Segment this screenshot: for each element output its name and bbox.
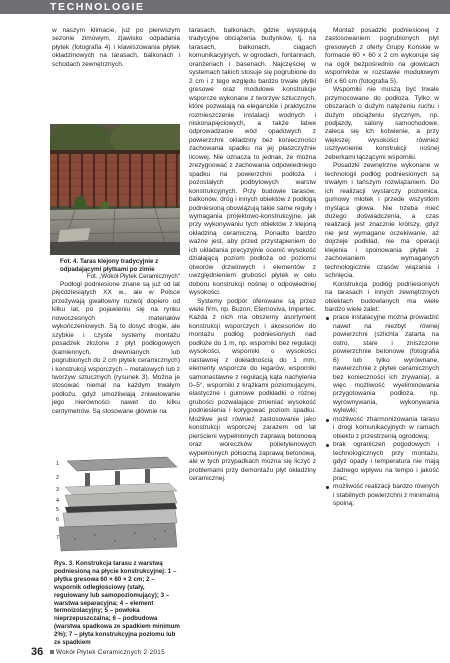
layer-number: 1 [56,461,60,467]
list-item: prace instalacyjne można prowadzić nawet na niezbyt równej powierzchni (szlichta zatarta na ostro, stare i zniszczone powierzchnie betonowe (fotografia 6) lub tylko wyrównane, nawierzchnie z płytek ceramicznych bez konieczności ich zrywania), a więc możliwość wyeliminowania przygotowania podłoża, np. wyrównywania, wykonywania wylewki; [333,314,439,415]
column-1-top [52,27,180,69]
layer-number: 2 [56,475,60,481]
paragraph: Montaż posadzki podniesionej z zastosowaniem pogrubionych płyt gresowych z oferty Grupy Końskie w formacie 60 × 60 x 2 cm wykonuje się na ogół bezpośrednio na głowicach wsporników w rozstawie modułowym 60 x 60 cm (fotografia 5). [325,27,439,85]
paragraph: tarasach, balkonach, gdzie występują tradycyjne obciążenia budynków, tj. na tarasach, balkonach, ciągach komunikacyjnych, w ogrodach, fontannach, oranżeriach i basenach. Najczęściej w systemach takich stosuje się pogrubione do 2 cm i z tego względu bardzo trwałe płytki gresowe oraz modułowe konstrukcje wsporcze wykonane z tworzyw sztucznych, które pozwalają na eleganckie i praktyczne rozmieszczenie instalacji wodnych i niskonapięciowych, a także łatwe odprowadzanie wód opadowych z powierzchni okładziny bez konieczności zachowania spadku na jej płaszczyźnie licowej. Nie oznacza to jednak, że można zrezygnować z zachowania odpowiedniego spadku na powierzchni podłoża i pozostałych podbytowych warstw konstrukcyjnych. Przy budowie tarasów, balkonów, dróg i innych obiektów z podłogą podniesioną obowiązują takie same reguły i wymagania projektowo-konstrukcyjne, jak przy wykonywaniu tych obiektów z klejoną okładziną ceramiczną. Ponadto bardzo ważne jest, aby przed przystąpieniem do ich układania precyzyjnie ocenić wysokość działającą poziom podłoża od poziomu otworów drzwiowych i elementów z uwzględnieniem grubości płytek w celu doboru konstrukcji nośnej o odpowiedniej wysokości. [189,27,316,297]
photo-caption-text: Taras klejony tradycyjnie z odpadającymi płytkami po zimie [60,258,159,273]
list-item: możliwość zharmonizowania tarasu i drogi komunikacyjnych w ramach obiektu z przestrzenią ogrodową; [333,415,439,440]
section-title: TECHNOLOGIE [50,1,145,13]
photo-caption-label: Fot. 4. [60,258,79,265]
layer-number: 4 [56,498,60,504]
column-1-body [52,281,180,416]
column-3 [325,27,439,509]
paragraph: Wsporniki nie muszą być trwale przymocowane do podłoża. Tylko w obszarach o dużym natężeniu ruchu i dużym obciążeniu stycznym, np. podjazdy, salony samochodowe, zaleca się ich kotwienie, a przy większej wysokości również usztywnienie konstrukcji nośnej żeberkami łączącymi wsporniki. [325,86,439,161]
column-2 [189,27,316,483]
page-number: 36 [31,646,44,658]
terrace-photo-image [50,124,180,255]
paragraph: Posadzki zewnętrzne wykonane w technologii podłóg podniesionych są trwałym i tańszym rozwiązaniem. Do ich realizacji wystarczy poziomica, gumowy młotek i przede wszystkim myśląca głowa. Nie trzeba mieć dużego doświadczenia, a czas realizacji jest znacznie krótszy, gdyż nie jest wymagane oczekiwanie, aż dojrzeje podkład, nie ma operacji klejenia i spoinowania płytek z zachowaniem wymaganych technologicznie czasów wiązania i schnięcia. [325,162,439,280]
terrace-layers-diagram [55,453,179,561]
paragraph: Systemy podpór oferowane są przez wiele firm, np. Buzon, Eternoviva, Impertec. Każda z nich ma obszerny asortyment konstrukcji wsporczych i akcesoriów do montażu podłóg podniesionych nad podłoże do 1 m, np. wsporniki bez regulacji wysokości, wsporniki o wysokości nastawnej z dokładnością do 1 mm, elementy wsporcze do legarów, wsporniki samonastawne z regulacją kąta nachylenia 0–5°, wsporniki z krążkami poziomującymi, elastyczne i gumowe podkładki o różnej grubości pozwalające zmieniać wysokość podniesienia i korygować poziom spadku. Możliwe jest również zastosowanie jako konstrukcji wsporczej zarazem od lat pierścieni wypełnionych zaprawą betonową oraz woreczków polietylenowych wypełnionych półsuchą zaprawą betonową, ale w tych przypadkach można się liczyć z problemami przy demontażu płyt okładziny ceramicznej. [189,297,316,483]
terrace-layers-drawing [55,453,179,561]
magazine-name: Wokół Płytek Ceramicznych 2·2015 [56,649,165,656]
layer-number: 7 [56,535,60,541]
paragraph: Podłogi podniesione znane są już od lat pięćdziesiątych XX w., ale w Polsce przeżywają gwałtowny rozwój dopiero od kilku lat, po pojawieniu się na rynku nowoczesnych materiałów wykończeniowych. Są to dosyć drogie, ale szybkie i czyste systemy montażu posadzek złożone z płyt podłogowych (kamiennych, drewnianych lub pogrubionych do 2 cm płytek ceramicznych) i konstrukcji wsporczych – metalowych lub z tworzyw sztucznych (rysunek 3). Można je stosować niemal na każdym trwałym podłożu, gdyż umożliwiają zniwelowanie jego nierówności nawet do kilku centymetrów. Są stosowane głównie na [52,281,180,415]
list-item: możliwość realizacji bardzo równych i stabilnych powierzchni z minimalną spoiną; [333,483,439,508]
advantages-list [325,314,439,508]
section-header-bar [0,0,450,14]
layer-number: 5 [56,507,60,513]
photo-credit: Fot. „Wokół Płytek Ceramicznych" [86,273,180,281]
terrace-photo [50,124,180,255]
layer-number: 6 [56,517,60,523]
paragraph: Konstrukcja podłóg podniesionych na tarasach i innych zewnętrznych obiektach budowlanych ma wiele bardzo wiele zalet: [325,280,439,313]
figure-caption-text: Konstrukcja tarasu z warstwą podniesioną na płycie konstrukcyjnej: 1 – płytka gresowa 60 × 60 × 2 cm; 2 – wspornik odległościowy (stały, regulowany lub samopoziomujący); 3 – warstwa separacyjna; 4 – element termoizolacyjny; 5 – powłoka nieprzepuszczalna; 6 – podbudowa (warstwa spadkowa ze spadkiem minimum 2%); 7 – płyta konstrukcyjna poziomu lub ze spadkiem [54,560,180,647]
photo-caption [60,258,180,281]
list-item: brak ograniczeń pogodowych i technologicznych przy montażu, gdyż opady i temperatura nie mają żadnego wpływu na tempo i jakość prac; [333,441,439,483]
layer-number: 3 [56,487,60,493]
figure-caption-label: Rys. 3. [54,560,74,567]
figure-caption [54,560,180,647]
footer-square [50,650,54,654]
paragraph: w naszym klimacie, już po pierwszym sezonie zimowym, zjawisko odpadania płytek (fotografia 4) i klawiszowania płytek okładzinowych na tarasach, balkonach i schodach zewnętrznych. [52,27,180,68]
